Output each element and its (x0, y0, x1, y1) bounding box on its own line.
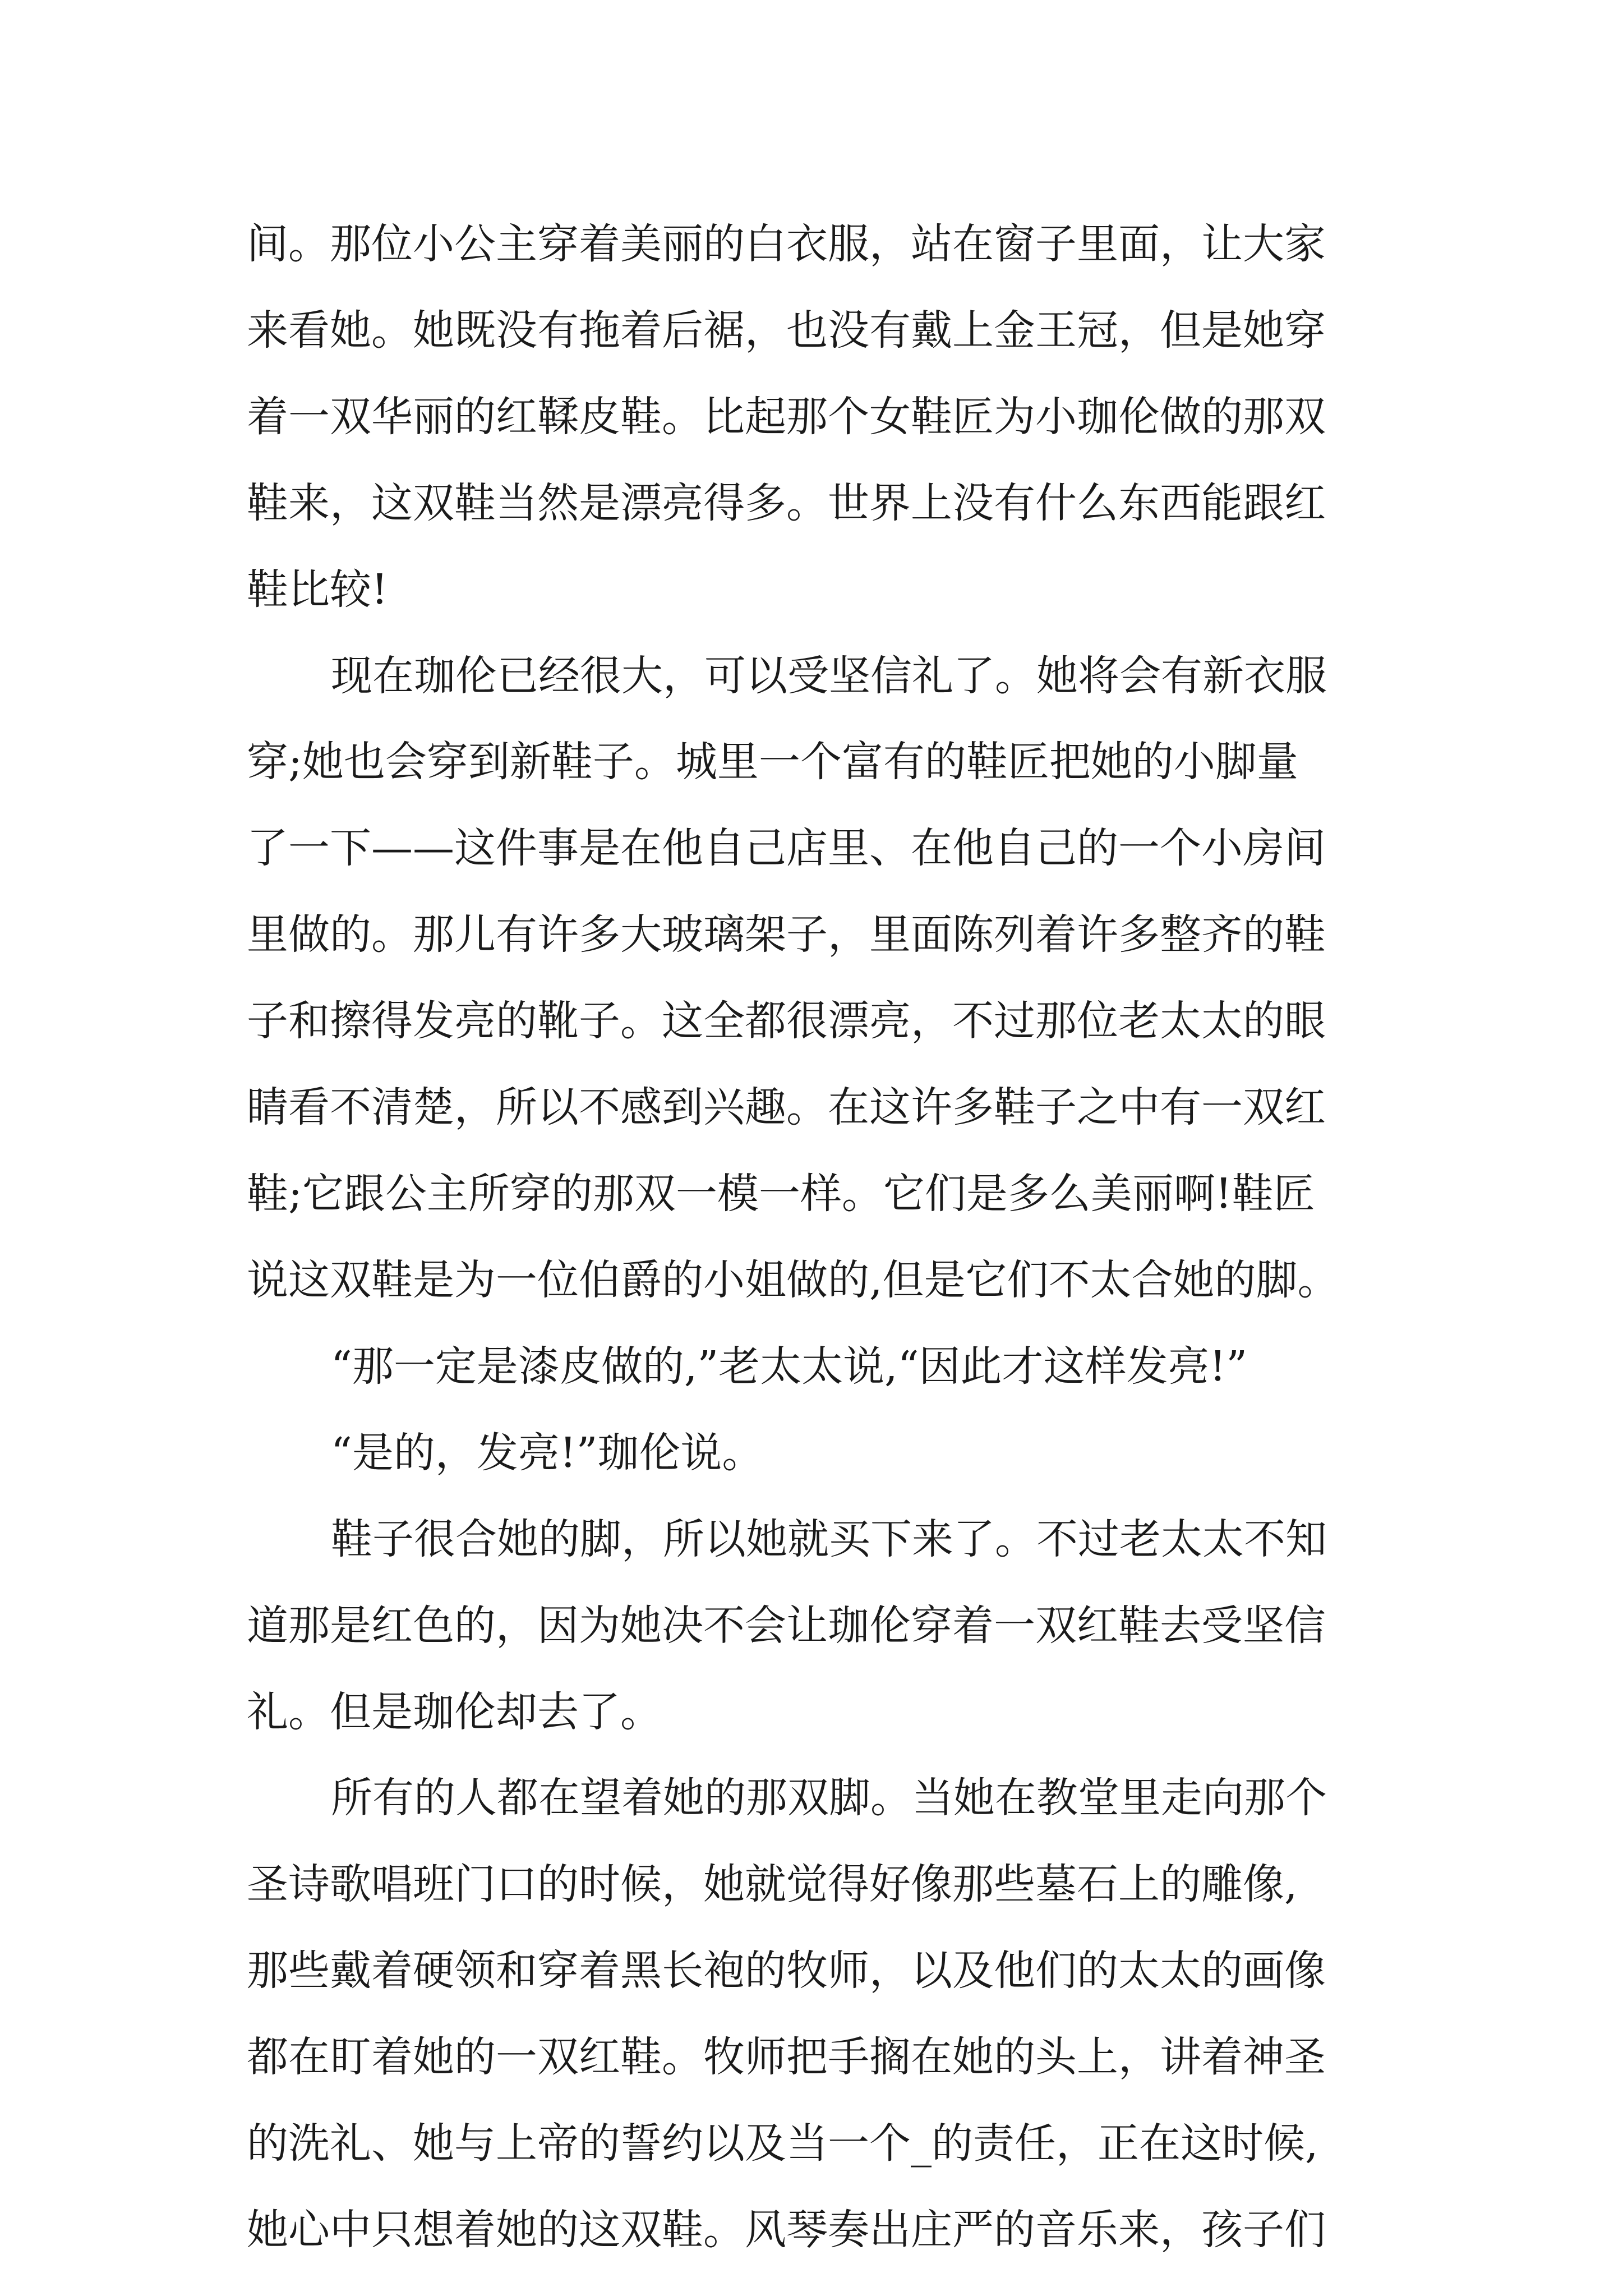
text-line (0, 1845, 1623, 1924)
text-line-content: 都在盯着她的一双红鞋。牧师把手搁在她的头上，讲着神圣 (247, 2033, 1326, 2081)
text-line (0, 895, 1623, 974)
text-line (0, 550, 1623, 629)
text-line-content: 礼。但是珈伦却去了。 (247, 1688, 662, 1736)
text-line (0, 2104, 1623, 2183)
text-line (0, 1327, 1623, 1406)
text-line (0, 1673, 1623, 1751)
text-line (0, 1931, 1623, 2010)
text-line-content: 着一双华丽的红鞣皮鞋。比起那个女鞋匠为小珈伦做的那双 (247, 393, 1326, 441)
text-line-content: 所有的人都在望着她的那双脚。当她在教堂里走向那个 (331, 1774, 1327, 1822)
text-line-content: 里做的。那儿有许多大玻璃架子，里面陈列着许多整齐的鞋 (247, 910, 1326, 959)
text-line (0, 723, 1623, 801)
text-line-content: “那一定是漆皮做的,”老太太说,“因此才这样发亮!” (331, 1342, 1248, 1391)
text-line (0, 1068, 1623, 1147)
text-line-content: 鞋来，这双鞋当然是漂亮得多。世界上没有什么东西能跟红 (247, 479, 1326, 527)
text-line-content: 的洗礼、她与上帝的誓约以及当一个_的责任，正在这时候, (247, 2119, 1318, 2168)
text-line-content: 穿;她也会穿到新鞋子。城里一个富有的鞋匠把她的小脚量 (247, 738, 1298, 786)
text-line-content: 睛看不清楚，所以不感到兴趣。在这许多鞋子之中有一双红 (247, 1083, 1326, 1131)
text-line (0, 1414, 1623, 1492)
text-line-content: 来看她。她既没有拖着后裾，也没有戴上金王冠，但是她穿 (247, 306, 1326, 355)
text-line (0, 2018, 1623, 2096)
text-line (0, 2191, 1623, 2269)
text-line (0, 378, 1623, 456)
text-line (0, 205, 1623, 283)
text-line-content: 那些戴着硬领和穿着黑长袍的牧师，以及他们的太太的画像 (247, 1947, 1326, 1995)
text-line-content: 鞋;它跟公主所穿的那双一模一样。它们是多么美丽啊!鞋匠 (247, 1170, 1315, 1218)
text-line (0, 1500, 1623, 1579)
text-line-content: “是的，发亮!”珈伦说。 (331, 1429, 764, 1477)
text-line-content: 鞋子很合她的脚，所以她就买下来了。不过老太太不知 (331, 1515, 1327, 1563)
text-line (0, 291, 1623, 370)
text-line (0, 1759, 1623, 1837)
text-line (0, 982, 1623, 1060)
text-line-content: 子和擦得发亮的靴子。这全都很漂亮，不过那位老太太的眼 (247, 997, 1326, 1045)
text-line-content: 了一下——这件事是在他自己店里、在他自己的一个小房间 (247, 824, 1326, 872)
text-line (0, 1586, 1623, 1665)
text-line-content: 鞋比较! (247, 565, 388, 614)
text-line (0, 464, 1623, 542)
text-line (0, 637, 1623, 715)
text-line (0, 1154, 1623, 1233)
text-line-content: 道那是红色的，因为她决不会让珈伦穿着一双红鞋去受坚信 (247, 1602, 1326, 1650)
text-line-content: 圣诗歌唱班门口的时候，她就觉得好像那些墓石上的雕像, (247, 1860, 1298, 1908)
text-line (0, 1241, 1623, 1319)
text-line-content: 说这双鞋是为一位伯爵的小姐做的,但是它们不太合她的脚。 (247, 1256, 1339, 1304)
text-line-content: 她心中只想着她的这双鞋。风琴奏出庄严的音乐来，孩子们 (247, 2206, 1326, 2254)
text-line-content: 间。那位小公主穿着美丽的白衣服，站在窗子里面，让大家 (247, 220, 1326, 268)
text-line (0, 809, 1623, 887)
text-line-content: 现在珈伦已经很大，可以受坚信礼了。她将会有新衣服 (331, 652, 1327, 700)
